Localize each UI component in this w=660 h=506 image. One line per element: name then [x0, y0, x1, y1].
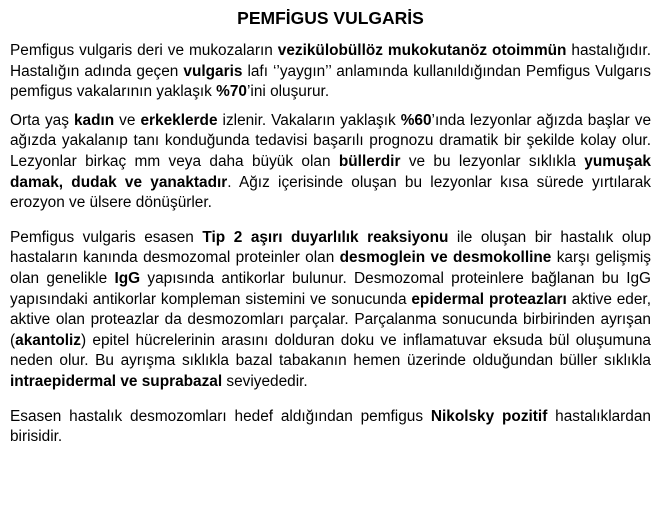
- bold-term: vezikülobüllöz mukokutanöz otoimmün: [277, 42, 567, 59]
- paragraph-nikolsky: [10, 407, 651, 448]
- paragraph-intro: [10, 41, 651, 103]
- text-segment: seviyededir.: [222, 372, 308, 390]
- text-segment: ’ında lezyonlar ağızda başlar ve ağızda yakalanıp tanı konduğunda tedavisi başarılı prognozu dramatik bir şekilde kolay olur. Lezyonlar birkaç mm veya daha büyük olan: [10, 111, 652, 170]
- bold-term: %70: [216, 83, 247, 101]
- bold-term: kadın: [73, 111, 115, 129]
- bold-term: vulgaris: [183, 62, 243, 80]
- paragraph-pathogenesis: [10, 228, 651, 393]
- paragraph-epidemiology: [10, 111, 651, 214]
- bold-term: intraepidermal ve suprabazal: [10, 372, 223, 390]
- page-title: PEMFİGUS VULGARİS: [237, 8, 424, 28]
- text-segment: hastalıklardan birisidir.: [10, 407, 651, 446]
- bold-term: %60: [400, 111, 432, 129]
- text-segment: yapısında antikorlar bulunur. Desmozomal proteinlere bağlanan bu IgG yapısındaki antikorlar kompleman sistemini ve sonucunda: [10, 269, 651, 308]
- text-segment: ve bu lezyonlar sıklıkla: [400, 152, 585, 170]
- bold-term: Nikolsky pozitif: [430, 407, 548, 425]
- text-segment: Pemfigus vulgaris deri ve mukozaların: [10, 42, 278, 59]
- text-segment: hastalığıdır. Hastalığın adında geçen: [10, 42, 651, 80]
- bold-term: büllerdir: [338, 152, 401, 170]
- text-segment: karşı gelişmiş olan genelikle: [10, 249, 651, 287]
- text-segment: ve: [114, 111, 141, 129]
- text-segment: . Ağız içerisinde oluşan bu lezyonlar kısa sürede yırtılarak erozyon ve ülsere dönüşürler.: [10, 173, 651, 212]
- bold-term: Tip 2 aşırı duyarlılık reaksiyonu: [202, 228, 449, 246]
- text-segment: ) epitel hücrelerinin arasını dolduran doku ve inflamatuvar eksuda bül oluşumuna neden olur. Bu ayrışma sıklıkla bazal tabakanın hemen üzerinde olduğundan büller sıklıkla: [10, 331, 651, 370]
- text-segment: Orta yaş: [10, 111, 74, 129]
- bold-term: akantoliz: [15, 331, 81, 349]
- text-segment: Pemfigus vulgaris esasen: [10, 228, 203, 246]
- text-segment: aktive eder, aktive olan proteazlar da desmozomları parçalar. Parçalanma sonucunda birbirinden ayrışan (: [10, 290, 651, 349]
- text-segment: ’ini oluşurur.: [246, 83, 330, 101]
- text-segment: lafı ‘’yaygın’’ anlamında kullanıldığından Pemfigus Vulgarıs pemfigus vakalarının yaklaşık: [10, 62, 652, 101]
- bold-term: epidermal proteazları: [411, 290, 567, 308]
- bold-term: erkeklerde: [140, 111, 218, 129]
- bold-term: yumuşak damak, dudak ve yanaktadır: [10, 152, 651, 191]
- bold-term: desmoglein ve desmokolline: [339, 249, 552, 267]
- bold-term: IgG: [114, 269, 141, 287]
- document-page: [10, 6, 651, 448]
- text-segment: izlenir. Vakaların yaklaşık: [217, 111, 401, 129]
- text-segment: Esasen hastalık desmozomları hedef aldığından pemfigus: [10, 407, 431, 425]
- text-segment: ile oluşan bir hastalık olup hastaların kanında desmozomal proteinler olan: [10, 228, 651, 267]
